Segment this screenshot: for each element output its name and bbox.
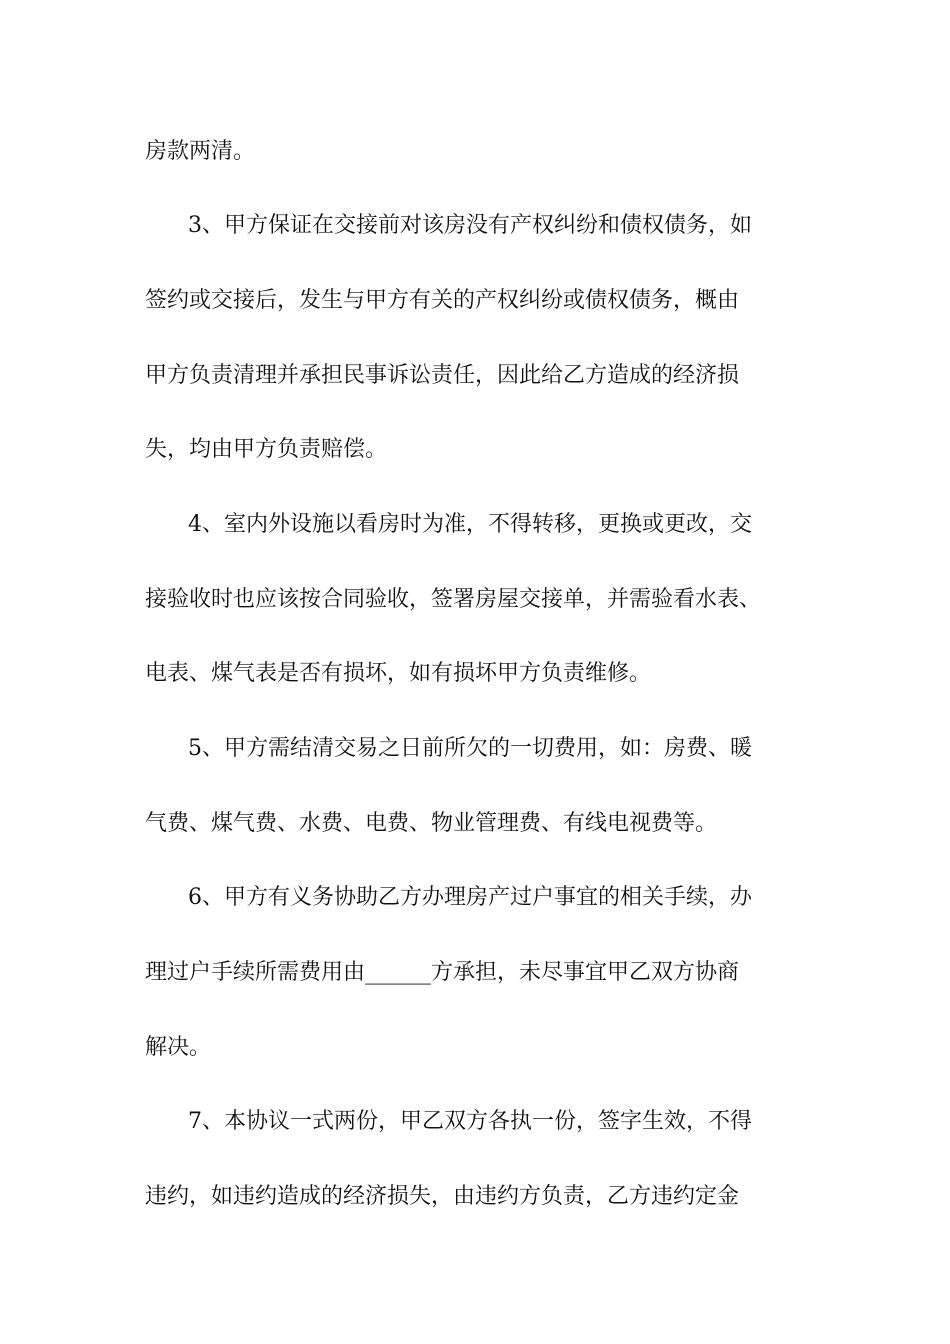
text-line: 接验收时也应该按合同验收，签署房屋交接单，并需验看水表、 [145, 587, 762, 612]
text-line: 气费、煤气费、水费、电费、物业管理费、有线电视费等。 [145, 811, 718, 836]
text-line: 4、室内外设施以看房时为准，不得转移，更换或更改，交 [188, 512, 752, 537]
text-line: 甲方负责清理并承担民事诉讼责任，因此给乙方造成的经济损 [145, 363, 740, 388]
text-line: 5、甲方需结清交易之日前所欠的一切费用，如：房费、暖 [188, 736, 752, 761]
text-line: 6、甲方有义务协助乙方办理房产过户事宜的相关手续，办 [188, 885, 752, 910]
text-line: 3、甲方保证在交接前对该房没有产权纠纷和债权债务，如 [188, 213, 752, 238]
text-line: 失，均由甲方负责赔偿。 [145, 437, 388, 462]
text-line: 7、本协议一式两份，甲乙双方各执一份，签字生效，不得 [188, 1109, 752, 1134]
text-line: 理过户手续所需费用由______方承担，未尽事宜甲乙双方协商 [145, 960, 740, 985]
text-line: 电表、煤气表是否有损坏，如有损坏甲方负责维修。 [145, 661, 652, 686]
text-line: 签约或交接后，发生与甲方有关的产权纠纷或债权债务，概由 [145, 288, 740, 313]
text-line: 违约，如违约造成的经济损失，由违约方负责，乙方违约定金 [145, 1184, 740, 1209]
text-line: 解决。 [145, 1035, 212, 1060]
text-line: 房款两清。 [145, 139, 256, 164]
